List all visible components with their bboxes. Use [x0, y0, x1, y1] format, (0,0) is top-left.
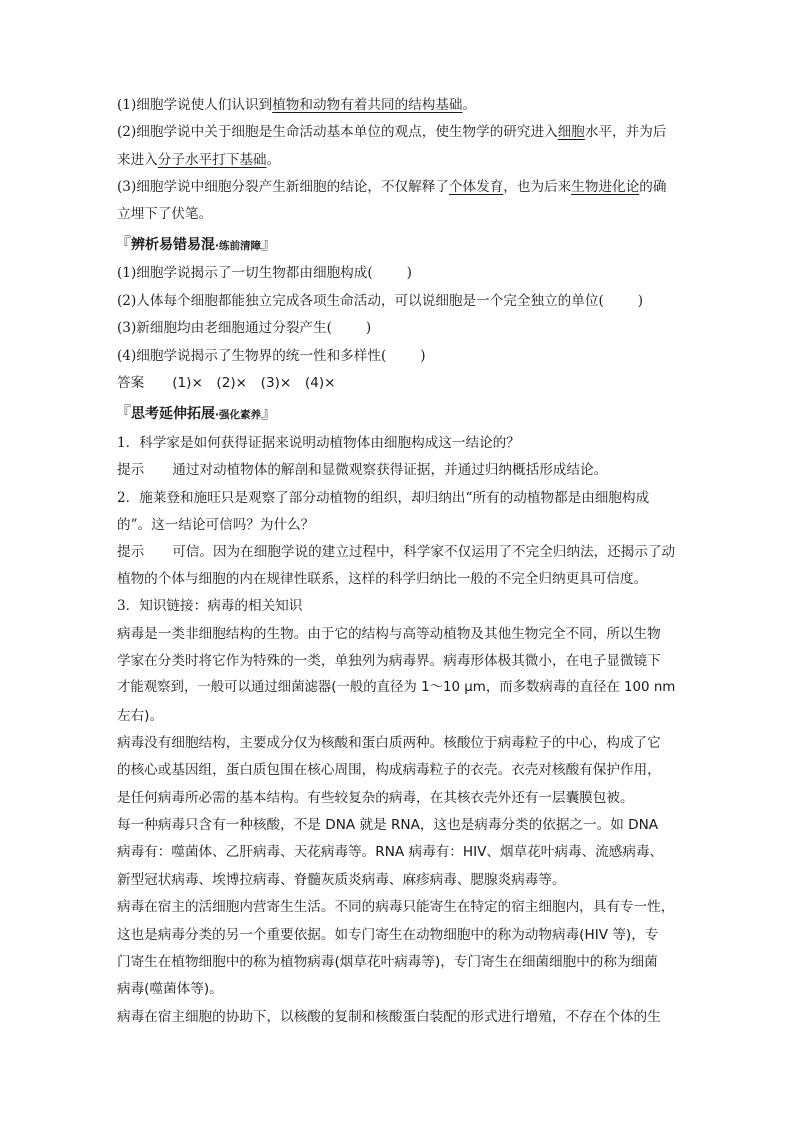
tip-2-cont: 植物的个体与细胞的内在规律性联系，这样的科学归纳比一般的不完全归纳更具可信度。 — [117, 571, 648, 587]
text: 。 — [462, 97, 477, 113]
judge-text: (4)细胞学说揭示了生物界的统一性和多样性( — [117, 348, 387, 364]
tip-1 — [117, 461, 679, 479]
answer-line — [117, 374, 679, 392]
virus-para-4-line: 这也是病毒分类的另一个重要依据。如专门寄生在动物细胞中的称为动物病毒(HIV 等)，专 — [117, 927, 659, 943]
virus-para-3-line: 新型冠状病毒、埃博拉病毒、脊髓灰质炎病毒、麻疹病毒、腮腺炎病毒等。 — [117, 872, 566, 888]
key-term: 分子水平打下基础 — [157, 152, 267, 168]
virus-para-1-line: 学家在分类时将它作为特殊的一类，单独列为病毒界。病毒形体极其微小，在电子显微镜下 — [117, 653, 661, 669]
bracket-open: 『 — [115, 234, 132, 253]
answer-text: (1)× (2)× (3)× (4)× — [172, 375, 336, 391]
paren: ) — [420, 348, 426, 364]
text: (2)细胞学说中关于细胞是生命活动基本单位的观点，使生物学的研究进入 — [117, 124, 558, 140]
text: ，也为后来 — [503, 179, 572, 195]
judge-text: (3)新细胞均由老细胞通过分裂产生( — [117, 320, 332, 336]
header-title: 辨析易错易混 — [131, 237, 216, 253]
significance-point-2 — [117, 123, 679, 141]
significance-point-2-cont — [117, 151, 679, 169]
tip-text: 通过对动植物体的解剖和显微观察获得证据，并通过归纳概括形成结论。 — [172, 462, 608, 478]
bracket-close: 』 — [261, 234, 278, 253]
header-subtitle: ·练前清障 — [215, 240, 262, 252]
paren: ) — [406, 265, 412, 281]
key-term: 生物进化论 — [571, 179, 640, 195]
bracket-close: 』 — [261, 403, 278, 422]
virus-para-1-line: 才能观察到，一般可以通过细菌滤器(一般的直径为 1～10 μm，而多数病毒的直径在 100 nm — [117, 680, 676, 695]
virus-para-5-line: 病毒在宿主细胞的协助下，以核酸的复制和核酸蛋白装配的形式进行增殖，不存在个体的生 — [117, 1009, 661, 1025]
section-header-extension — [115, 402, 277, 426]
section-header-misconceptions — [115, 233, 277, 257]
key-term: 细胞 — [557, 124, 585, 140]
text: 。 — [266, 152, 281, 168]
bracket-open: 『 — [115, 403, 132, 422]
paren: ) — [637, 293, 644, 309]
significance-point-3-cont: 立埋下了伏笔。 — [117, 206, 213, 222]
paren: ) — [365, 320, 372, 336]
virus-para-2-line: 是任何病毒所必需的基本结构。有些较复杂的病毒，在其核衣壳外还有一层囊膜包被。 — [117, 790, 634, 806]
key-term: 植物和动物有着共同的结构基础 — [272, 97, 463, 113]
judge-item-4 — [117, 347, 679, 365]
question-2: 2．施莱登和施旺只是观察了部分动植物的组织，却归纳出“所有的动植物都是由细胞构成 — [117, 490, 650, 506]
header-subtitle: ·强化素养 — [215, 409, 262, 421]
tip-label: 提示 — [117, 462, 145, 478]
text: 来进入 — [117, 152, 158, 168]
text: (1)细胞学说使人们认识到 — [117, 97, 273, 113]
question-2-cont: 的”。这一结论可信吗？为什么？ — [117, 517, 315, 533]
virus-para-4-line: 门寄生在植物细胞中的称为植物病毒(烟草花叶病毒等)，专门寄生在细菌细胞中的称为细菌 — [117, 954, 658, 970]
virus-para-4-line: 病毒(噬菌体等)。 — [117, 981, 223, 997]
judge-item-3 — [117, 319, 679, 337]
judge-text: (1)细胞学说揭示了一切生物都由细胞构成( — [117, 265, 373, 281]
virus-para-1-line: 病毒是一类非细胞结构的生物。由于它的结构与高等动植物及其他生物完全不同，所以生物 — [117, 626, 661, 642]
text: 水平，并为后 — [584, 124, 667, 140]
text: 的确 — [639, 179, 667, 195]
tip-2 — [117, 543, 679, 561]
significance-point-1 — [117, 96, 679, 114]
key-term: 个体发育 — [448, 179, 504, 195]
judge-item-1 — [117, 264, 679, 282]
virus-para-3-line: 每一种病毒只含有一种核酸，不是 DNA 就是 RNA，这也是病毒分类的依据之一。如 DNA — [117, 817, 659, 833]
question-3: 3．知识链接：病毒的相关知识 — [117, 598, 303, 614]
header-title: 思考延伸拓展 — [131, 406, 216, 422]
text: (3)细胞学说中细胞分裂产生新细胞的结论，不仅解释了 — [117, 179, 449, 195]
virus-para-2-line: 的核心或基因组，蛋白质包围在核心周围，构成病毒粒子的衣壳。衣壳对核酸有保护作用， — [117, 762, 661, 778]
virus-para-2-line: 病毒没有细胞结构，主要成分仅为核酸和蛋白质两种。核酸位于病毒粒子的中心，构成了它 — [117, 735, 661, 751]
tip-text: 可信。因为在细胞学说的建立过程中，科学家不仅运用了不完全归纳法，还揭示了动 — [172, 544, 676, 560]
answer-label: 答案 — [117, 375, 145, 391]
virus-para-4-line: 病毒在宿主的活细胞内营寄生生活。不同的病毒只能寄生在特定的宿主细胞内，具有专一性， — [117, 899, 675, 915]
tip-label: 提示 — [117, 544, 145, 560]
judge-text: (2)人体每个细胞都能独立完成各项生命活动，可以说细胞是一个完全独立的单位( — [117, 293, 604, 309]
judge-item-2 — [117, 292, 679, 310]
virus-para-1-line: 左右)。 — [117, 708, 164, 724]
question-1: 1．科学家是如何获得证据来说明动植物体由细胞构成这一结论的？ — [117, 435, 520, 451]
virus-para-3-line: 病毒有：噬菌体、乙肝病毒、天花病毒等。RNA 病毒有：HIV、烟草花叶病毒、流感病毒、 — [117, 844, 664, 860]
significance-point-3 — [117, 178, 679, 196]
